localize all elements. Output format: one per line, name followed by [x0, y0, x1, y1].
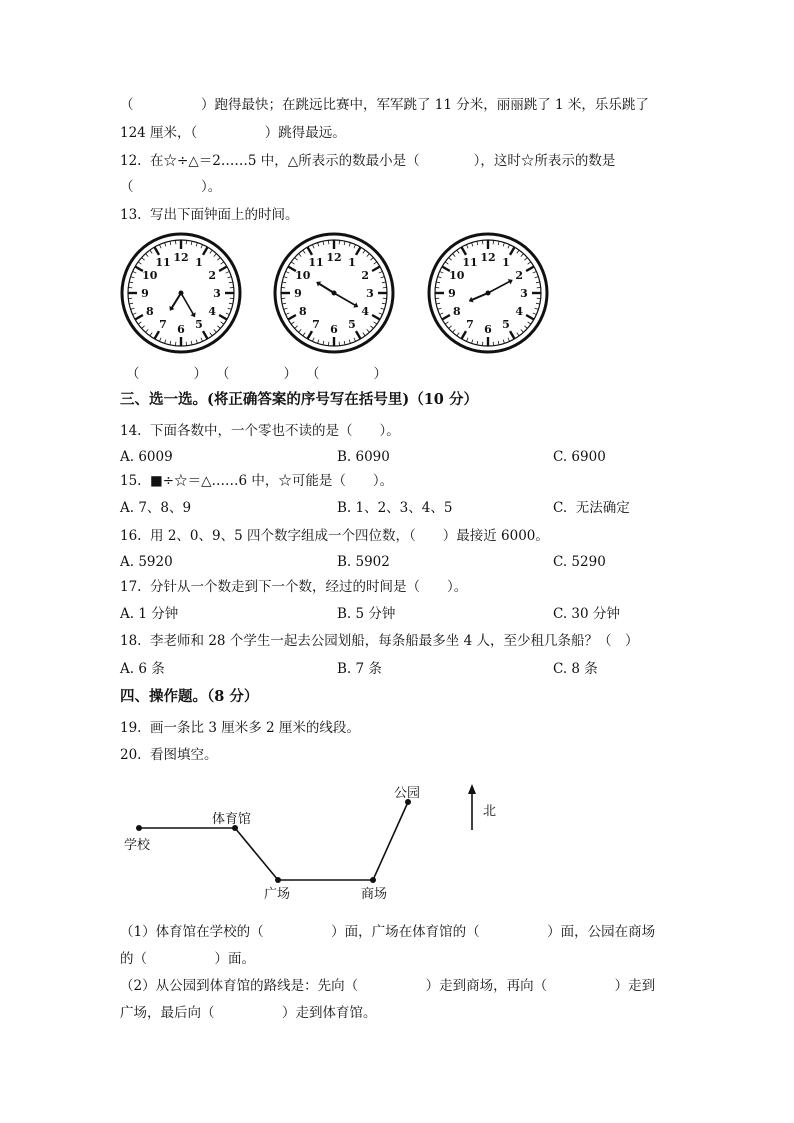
minute-tick — [374, 262, 377, 264]
hour-hand — [172, 293, 181, 307]
clock-number: 8 — [298, 305, 307, 318]
clock-number: 10 — [142, 269, 158, 282]
q14-stem: 14. 下面各数中，一个零也不读的是（ ）。 — [120, 423, 400, 439]
clock-number: 8 — [145, 305, 154, 318]
minute-tick — [286, 313, 290, 315]
minute-tick — [503, 243, 504, 247]
q13-text: 13. 写出下面钟面上的时间。 — [120, 207, 299, 223]
q20-sub2-line2: 广场，最后向（ ）走到体育馆。 — [120, 1005, 377, 1021]
clock-number: 3 — [520, 287, 528, 300]
clock-number: 2 — [361, 269, 370, 282]
minute-tick — [210, 333, 212, 336]
hour-tick — [442, 315, 450, 320]
minute-tick — [129, 303, 133, 304]
minute-tick — [508, 338, 510, 342]
minute-tick — [295, 326, 298, 329]
hour-tick — [356, 331, 361, 339]
minute-tick — [165, 340, 166, 344]
minute-tick — [150, 333, 152, 336]
minute-tick — [217, 326, 220, 329]
minute-tick — [379, 313, 383, 315]
minute-hand — [181, 293, 193, 314]
minute-tick — [521, 254, 524, 257]
minute-tick — [318, 340, 319, 344]
minute-tick — [477, 341, 478, 345]
hour-tick — [219, 315, 227, 320]
minute-tick — [363, 250, 365, 253]
clock-2 — [273, 232, 395, 354]
minute-tick — [453, 329, 456, 332]
minute-tick — [536, 303, 540, 304]
minute-tick — [214, 254, 217, 257]
map-label-square: 广场 — [264, 887, 291, 902]
minute-hand — [488, 282, 509, 293]
minute-tick — [323, 241, 324, 245]
minute-tick — [533, 271, 537, 273]
hour-hand — [320, 284, 334, 293]
minute-tick — [159, 338, 161, 342]
minute-tick — [517, 250, 519, 253]
clock-number: 4 — [515, 305, 524, 318]
clock-number: 7 — [466, 318, 474, 332]
minute-tick — [312, 338, 314, 342]
minute-tick — [142, 258, 145, 261]
minute-tick — [363, 333, 365, 336]
clock-number: 5 — [195, 318, 203, 332]
minute-tick — [229, 282, 233, 283]
q16-option-b: B. 5902 — [337, 554, 390, 570]
minute-tick — [142, 326, 145, 329]
minute-tick — [382, 303, 386, 304]
hour-tick — [288, 315, 296, 320]
minute-hand — [334, 293, 355, 305]
minute-tick — [367, 329, 370, 332]
clock-number: 10 — [449, 269, 465, 282]
minute-tick — [282, 282, 286, 283]
minute-tick — [517, 333, 519, 336]
minute-tick — [138, 322, 141, 324]
minute-tick — [477, 241, 478, 245]
clock-number: 6 — [330, 323, 338, 336]
clock-number: 9 — [141, 287, 149, 300]
minute-tick — [457, 250, 459, 253]
minute-tick — [229, 303, 233, 304]
q15-option-c: C. 无法确定 — [553, 500, 630, 516]
minute-tick — [440, 313, 444, 315]
minute-tick — [170, 341, 171, 345]
hour-tick — [135, 315, 143, 320]
q18-option-b: B. 7 条 — [337, 661, 382, 677]
minute-tick — [299, 329, 302, 332]
q16-option-a: A. 5920 — [120, 554, 173, 570]
minute-tick — [354, 245, 356, 249]
q14-option-b: B. 6090 — [337, 449, 390, 465]
q19-text: 19. 画一条比 3 厘米多 2 厘米的线段。 — [120, 720, 360, 736]
minute-tick — [349, 243, 350, 247]
map-label-park: 公园 — [394, 786, 421, 801]
minute-tick — [445, 322, 448, 324]
minute-tick — [129, 282, 133, 283]
q17-option-a: A. 1 分钟 — [120, 606, 179, 622]
clock-2-answer-blank: （ ） — [216, 366, 297, 382]
minute-tick — [282, 303, 286, 304]
hour-tick — [203, 331, 208, 339]
q18-stem: 18. 李老师和 28 个学生一起去公园划船，每条船最多坐 4 人，至少租几条船？（ ） — [120, 633, 639, 649]
hour-tick — [510, 331, 515, 339]
q18-option-a: A. 6 条 — [120, 661, 165, 677]
minute-tick — [133, 313, 137, 315]
q15-stem: 15. ■÷☆＝△……6 中，☆可能是（ ）。 — [120, 473, 394, 489]
route-line — [139, 802, 408, 880]
minute-tick — [521, 329, 524, 332]
hour-tick — [155, 331, 160, 339]
hour-tick — [203, 247, 208, 255]
minute-tick — [508, 245, 510, 249]
minute-tick — [449, 258, 452, 261]
clock-number: 4 — [361, 305, 370, 318]
minute-tick — [370, 326, 373, 329]
clock-center — [486, 291, 491, 296]
minute-tick — [381, 277, 385, 278]
minute-tick — [221, 262, 224, 264]
minute-tick — [535, 308, 539, 309]
hour-tick — [510, 247, 515, 255]
clock-number: 1 — [502, 255, 510, 269]
q17-option-c: C. 30 分钟 — [553, 606, 620, 622]
clock-1 — [120, 232, 242, 354]
minute-tick — [382, 282, 386, 283]
q14-option-a: A. 6009 — [120, 449, 173, 465]
minute-tick — [284, 308, 288, 309]
hour-tick — [219, 267, 227, 272]
map-label-mall: 商场 — [361, 887, 388, 902]
clock-number: 7 — [159, 318, 167, 332]
minute-tick — [133, 271, 137, 273]
minute-tick — [374, 322, 377, 324]
minute-tick — [196, 340, 197, 344]
map-label-school: 学校 — [124, 838, 151, 853]
q20-text: 20. 看图填空。 — [120, 747, 218, 763]
hour-tick — [308, 331, 313, 339]
minute-tick — [323, 341, 324, 345]
clock-number: 3 — [366, 287, 374, 300]
minute-tick — [150, 250, 152, 253]
minute-tick — [498, 241, 499, 245]
minute-tick — [221, 322, 224, 324]
minute-tick — [170, 241, 171, 245]
minute-tick — [354, 338, 356, 342]
minute-tick — [291, 322, 294, 324]
minute-tick — [226, 313, 230, 315]
minute-tick — [436, 282, 440, 283]
q15-option-a: A. 7、8、9 — [120, 500, 192, 516]
clock-number: 10 — [295, 269, 311, 282]
minute-tick — [349, 340, 350, 344]
clock-number: 2 — [208, 269, 217, 282]
q16-option-c: C. 5290 — [553, 554, 606, 570]
minute-tick — [210, 250, 212, 253]
minute-tick — [146, 254, 149, 257]
minute-tick — [370, 258, 373, 261]
minute-tick — [131, 308, 135, 309]
minute-tick — [524, 326, 527, 329]
hour-tick — [372, 267, 380, 272]
clock-number: 11 — [155, 255, 171, 269]
minute-tick — [466, 245, 468, 249]
minute-tick — [217, 258, 220, 261]
minute-tick — [344, 241, 345, 245]
clock-number: 5 — [348, 318, 356, 332]
minute-tick — [445, 262, 448, 264]
clock-number: 6 — [177, 323, 185, 336]
minute-tick — [367, 254, 370, 257]
minute-tick — [344, 341, 345, 345]
section3-heading: 三、选一选。(将正确答案的序号写在括号里)（10 分） — [120, 391, 478, 408]
minute-tick — [379, 271, 383, 273]
clock-number: 8 — [452, 305, 461, 318]
minute-tick — [312, 245, 314, 249]
minute-tick — [472, 340, 473, 344]
hour-tick — [356, 247, 361, 255]
hour-tick — [526, 315, 534, 320]
clock-number: 9 — [294, 287, 302, 300]
map-label-gym: 体育馆 — [212, 812, 252, 827]
hour-tick — [462, 247, 467, 255]
minute-tick — [535, 277, 539, 278]
q15-option-b: B. 1、2、3、4、5 — [337, 500, 453, 516]
q20-sub1-line2: 的（ ）面。 — [120, 951, 255, 967]
hour-tick — [462, 331, 467, 339]
minute-tick — [303, 333, 305, 336]
hour-tick — [155, 247, 160, 255]
minute-tick — [449, 326, 452, 329]
clock-number: 5 — [502, 318, 510, 332]
q20-sub2-line1: （2）从公园到体育馆的路线是：先向（ ）走到商场，再向（ ）走到 — [120, 978, 656, 994]
minute-tick — [196, 243, 197, 247]
q11-line2: 124 厘米，（ ）跳得最远。 — [120, 125, 346, 141]
minute-tick — [291, 262, 294, 264]
minute-tick — [303, 250, 305, 253]
q11-line1: （ ）跑得最快；在跳远比赛中，军军跳了 11 分米，丽丽跳了 1 米，乐乐跳了 — [120, 97, 649, 113]
clock-number: 4 — [208, 305, 217, 318]
clock-number: 2 — [515, 269, 524, 282]
map-label-north: 北 — [483, 804, 497, 819]
q16-stem: 16. 用 2、0、9、5 四个数字组成一个四位数，（ ）最接近 6000。 — [120, 528, 549, 544]
minute-tick — [138, 262, 141, 264]
section4-heading: 四、操作题。（8 分） — [120, 688, 259, 705]
clock-1-answer-blank: （ ） — [126, 366, 207, 382]
minute-tick — [318, 243, 319, 247]
minute-tick — [533, 313, 537, 315]
minute-tick — [503, 340, 504, 344]
q12-line2: （ ）。 — [120, 179, 222, 195]
clock-number: 1 — [195, 255, 203, 269]
minute-tick — [466, 338, 468, 342]
clock-3 — [427, 232, 549, 354]
minute-tick — [165, 243, 166, 247]
minute-tick — [201, 338, 203, 342]
school-point — [136, 825, 142, 831]
minute-tick — [286, 271, 290, 273]
minute-tick — [438, 308, 442, 309]
minute-tick — [453, 254, 456, 257]
minute-tick — [214, 329, 217, 332]
q18-option-c: C. 8 条 — [553, 661, 598, 677]
clock-number: 12 — [173, 251, 189, 264]
clock-center — [332, 291, 337, 296]
minute-tick — [201, 245, 203, 249]
minute-tick — [228, 277, 232, 278]
q20-sub1-line1: （1）体育馆在学校的（ ）面，广场在体育馆的（ ）面，公园在商场 — [120, 924, 656, 940]
hour-tick — [526, 267, 534, 272]
minute-tick — [131, 277, 135, 278]
minute-tick — [438, 277, 442, 278]
clock-number: 12 — [326, 251, 342, 264]
minute-tick — [284, 277, 288, 278]
clock-number: 6 — [484, 323, 492, 336]
minute-tick — [528, 322, 531, 324]
minute-tick — [436, 303, 440, 304]
q17-option-b: B. 5 分钟 — [337, 606, 396, 622]
q12-line1: 12. 在☆÷△＝2……5 中，△所表示的数最小是（ ），这时☆所表示的数是 — [120, 153, 616, 169]
minute-tick — [226, 271, 230, 273]
clock-number: 11 — [308, 255, 324, 269]
minute-tick — [146, 329, 149, 332]
clock-number: 3 — [213, 287, 221, 300]
minute-tick — [381, 308, 385, 309]
minute-tick — [440, 271, 444, 273]
north-arrow-head — [468, 784, 476, 794]
clock-number: 11 — [462, 255, 478, 269]
minute-tick — [528, 262, 531, 264]
clock-3-answer-blank: （ ） — [306, 366, 387, 382]
minute-tick — [295, 258, 298, 261]
hour-hand — [472, 293, 488, 300]
minute-tick — [472, 243, 473, 247]
minute-tick — [228, 308, 232, 309]
minute-tick — [457, 333, 459, 336]
minute-tick — [498, 341, 499, 345]
minute-tick — [159, 245, 161, 249]
minute-tick — [191, 341, 192, 345]
minute-tick — [299, 254, 302, 257]
clock-center — [179, 291, 184, 296]
q14-option-c: C. 6900 — [553, 449, 606, 465]
clock-number: 9 — [448, 287, 456, 300]
clock-number: 7 — [312, 318, 320, 332]
clock-number: 12 — [480, 251, 496, 264]
minute-tick — [536, 282, 540, 283]
q17-stem: 17. 分针从一个数走到下一个数，经过的时间是（ ）。 — [120, 579, 468, 595]
minute-tick — [191, 241, 192, 245]
hour-tick — [308, 247, 313, 255]
minute-tick — [524, 258, 527, 261]
clock-number: 1 — [348, 255, 356, 269]
hour-tick — [372, 315, 380, 320]
